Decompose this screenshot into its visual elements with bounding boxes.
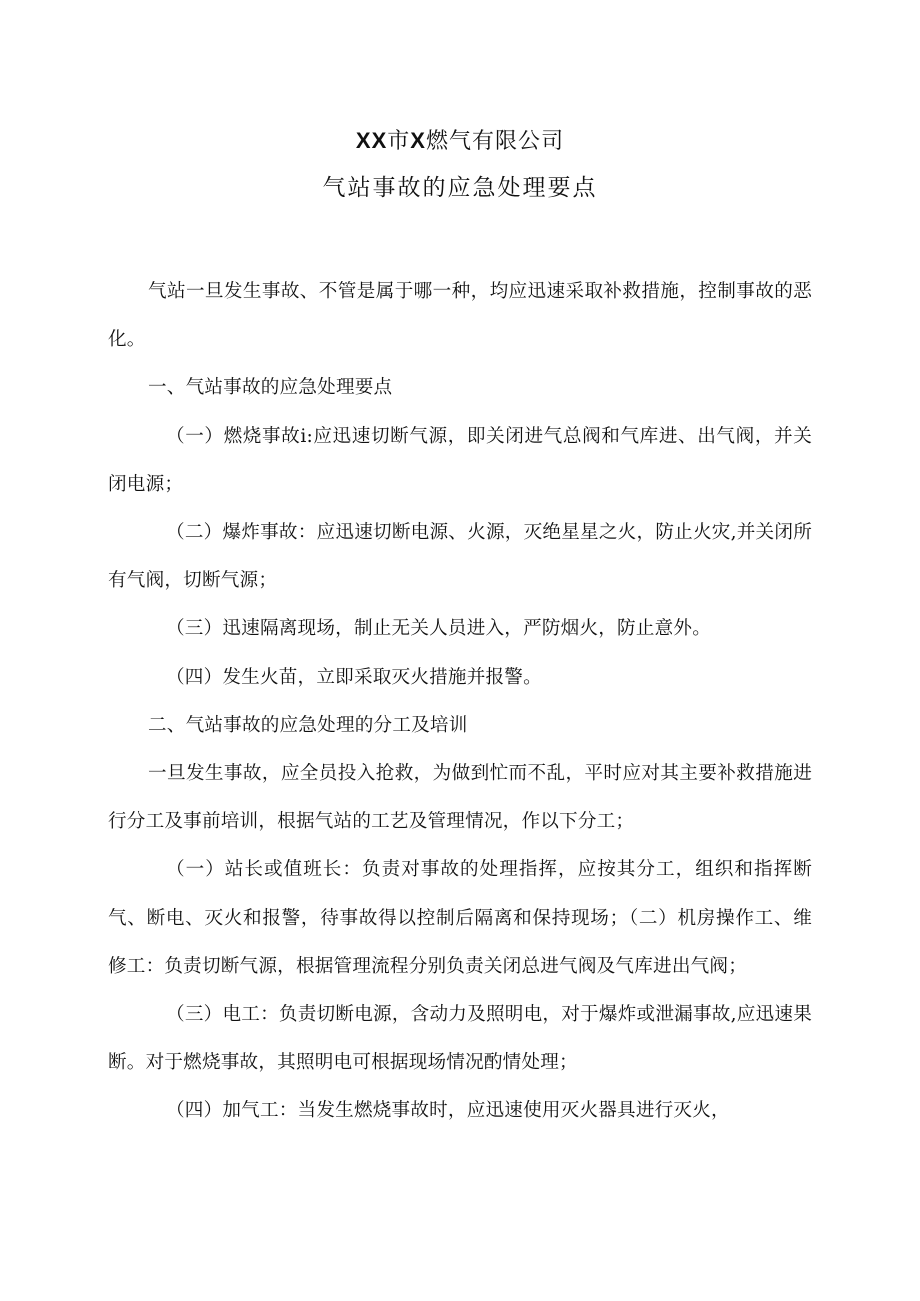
list-item: （一）站长或值班长：负责对事故的处理指挥，应按其分工，组织和指挥断气、断电、灭火和报警，待事故得以控制后隔离和保持现场；（二）机房操作工、维修工：负责切断气源，根据管理流程分别负责关闭总进气阀及气库进出气阀； xyxy=(108,859,812,977)
section-heading-1: 一、气站事故的应急处理要点 xyxy=(148,377,393,399)
document-body xyxy=(108,268,812,1136)
document-title: 气站事故的应急处理要点 xyxy=(322,175,598,201)
list-item: （二）爆炸事故：应迅速切断电源、火源，灭绝星星之火，防止火灾,并关闭所有气阀，切断气源； xyxy=(108,522,812,592)
list-item: （三）电工：负责切断电源，含动力及照明电，对于爆炸或泄漏事故,应迅速果断。对于燃烧事故，其照明电可根据现场情况酌情处理； xyxy=(108,1004,812,1074)
body-paragraph: 一旦发生事故，应全员投入抢救，为做到忙而不乱，平时应对其主要补救措施进行分工及事前培训，根据气站的工艺及管理情况，作以下分工； xyxy=(108,763,812,833)
company-title: XX市X燃气有限公司 xyxy=(355,128,565,154)
section-heading-2: 二、气站事故的应急处理的分工及培训 xyxy=(148,714,468,736)
list-item: （四）发生火苗，立即采取灭火措施并报警。 xyxy=(166,666,542,688)
list-item: （四）加气工：当发生燃烧事故时，应迅速使用灭火器具进行灭火， xyxy=(166,1100,730,1122)
intro-paragraph: 气站一旦发生事故、不管是属于哪一种，均应迅速采取补救措施，控制事故的恶化。 xyxy=(108,281,812,351)
list-item: （一）燃烧事故i:应迅速切断气源，即关闭进气总阀和气库进、出气阀，并关闭电源； xyxy=(108,425,812,495)
list-item: （三）迅速隔离现场，制止无关人员进入，严防烟火，防止意外。 xyxy=(166,618,712,640)
